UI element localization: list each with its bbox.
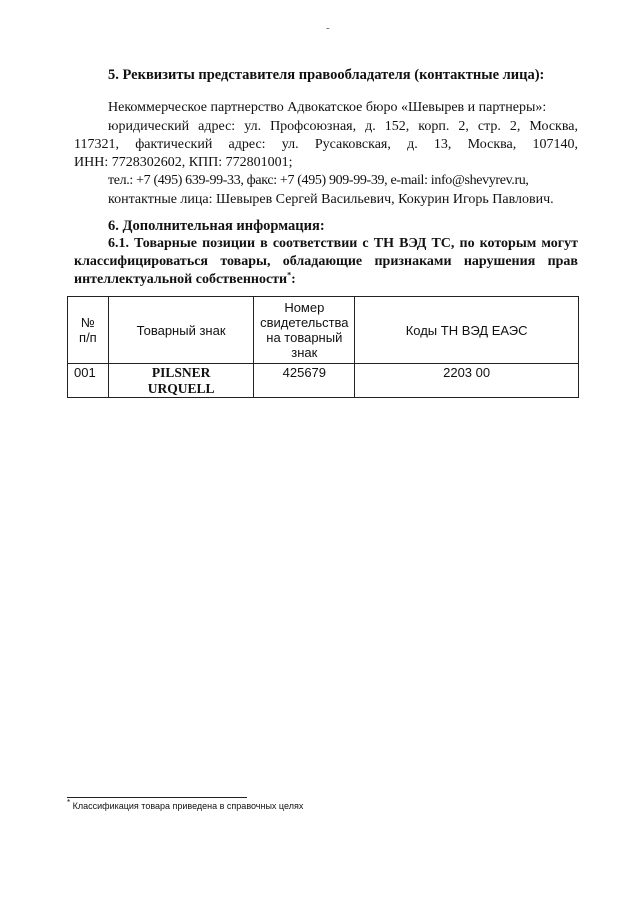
- section-6-1-line-3-colon: :: [291, 272, 296, 287]
- row-trademark: [108, 364, 254, 398]
- footnote-text: Классификация товара приведена в справочных целях: [72, 801, 304, 811]
- tax-ids-line: ИНН: 7728302602, КПП: 772801001;: [74, 155, 293, 170]
- table-header-row: [68, 297, 579, 364]
- header-number-line-2: п/п: [79, 330, 97, 345]
- table-row: [68, 364, 579, 398]
- footnote-reference-mark: *: [287, 270, 292, 280]
- section-6-1-line-2: классифицироваться товары, обладающие признаками нарушения прав: [74, 254, 578, 269]
- section-5-title: 5. Реквизиты представителя правообладателя (контактные лица):: [108, 67, 545, 83]
- section-6-1-line-3: [74, 272, 296, 288]
- contact-persons-line: контактные лица: Шевырев Сергей Васильевич, Кокурин Игорь Павлович.: [108, 192, 554, 207]
- header-certificate-line-3: на товарный: [266, 330, 343, 345]
- trademark-name-line-1: PILSNER: [151, 365, 211, 380]
- trademark-table: [67, 296, 579, 398]
- footnote-divider: [67, 797, 247, 798]
- header-number: [68, 297, 109, 364]
- header-certificate-line-4: знак: [291, 345, 318, 360]
- header-number-line-1: №: [80, 315, 95, 330]
- header-codes: Коды ТН ВЭД ЕАЭС: [355, 297, 579, 364]
- actual-address-line: 117321, фактический адрес: ул. Русаковская, д. 13, Москва, 107140,: [74, 137, 578, 152]
- footnote: [67, 798, 304, 811]
- header-certificate-line-1: Номер: [284, 300, 325, 315]
- footnote-mark: *: [67, 798, 71, 807]
- header-trademark: Товарный знак: [108, 297, 254, 364]
- row-certificate-number: 425679: [254, 364, 355, 398]
- row-codes: 2203 00: [355, 364, 579, 398]
- page-mark: -: [326, 22, 330, 34]
- legal-address-line: юридический адрес: ул. Профсоюзная, д. 152, корп. 2, стр. 2, Москва,: [108, 119, 578, 134]
- section-6-1-line-3-text: интеллектуальной собственности: [74, 272, 288, 287]
- header-certificate: [254, 297, 355, 364]
- trademark-name-line-2: URQUELL: [147, 381, 215, 396]
- header-certificate-line-2: свидетельства: [260, 315, 349, 330]
- section-6-1-line-1: 6.1. Товарные позиции в соответствии с ТН ВЭД ТС, по которым могут: [108, 236, 578, 251]
- row-number: 001: [68, 364, 109, 398]
- organization-name: Некоммерческое партнерство Адвокатское бюро «Шевырев и партнеры»:: [108, 100, 547, 115]
- section-6-title: 6. Дополнительная информация:: [108, 218, 325, 234]
- phone-fax-email-line: тел.: +7 (495) 639-99-33, факс: +7 (495) 909-99-39, e-mail: info@shevyrev.ru,: [108, 173, 529, 188]
